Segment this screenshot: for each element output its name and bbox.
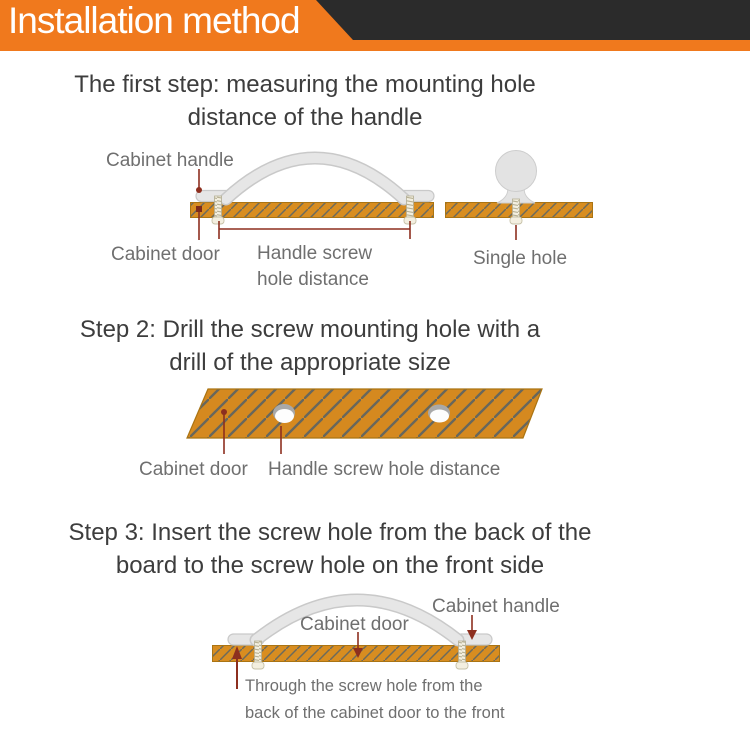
step1-screw-distance-line2: hole distance xyxy=(257,269,369,290)
knob-drawing xyxy=(496,151,537,204)
step2-title-line2: drill of the appropriate size xyxy=(169,349,451,376)
step3-title-line2: board to the screw hole on the front side xyxy=(115,552,545,579)
step2-diagram xyxy=(187,389,542,454)
step3-cabinet-handle-label: Cabinet handle xyxy=(432,596,560,617)
step1-cabinet-door-pointer-line xyxy=(196,206,202,240)
step1-title-line2: distance of the handle xyxy=(187,104,423,131)
step1-title-line1: The first step: measuring the mounting hole xyxy=(74,71,536,98)
step3-note-line2: back of the cabinet door to the front xyxy=(245,704,505,722)
single-hole-label: Single hole xyxy=(473,248,568,269)
step3-note-line1: Through the screw hole from the xyxy=(245,677,483,695)
step1-diagram xyxy=(190,151,593,241)
step2-screw-distance-label: Handle screw hole distance xyxy=(268,459,501,480)
step1-screw-distance-line1: Handle screw xyxy=(257,243,373,264)
step3-cabinet-door-label: Cabinet door xyxy=(300,614,409,635)
page-title: Installation method xyxy=(8,0,300,41)
step1-dimension-line xyxy=(219,221,410,239)
step1-cabinet-door-label: Cabinet door xyxy=(111,244,220,265)
step2-title-line1: Step 2: Drill the screw mounting hole with a xyxy=(79,316,541,343)
step1-screw-distance-label xyxy=(257,241,372,293)
step3-through-hole-note xyxy=(245,673,505,727)
drilled-board xyxy=(187,389,542,438)
step1-cabinet-handle-label: Cabinet handle xyxy=(106,150,234,171)
step2-cabinet-door-label: Cabinet door xyxy=(139,459,248,480)
step3-title-line1: Step 3: Insert the screw hole from the back of the xyxy=(68,519,592,546)
